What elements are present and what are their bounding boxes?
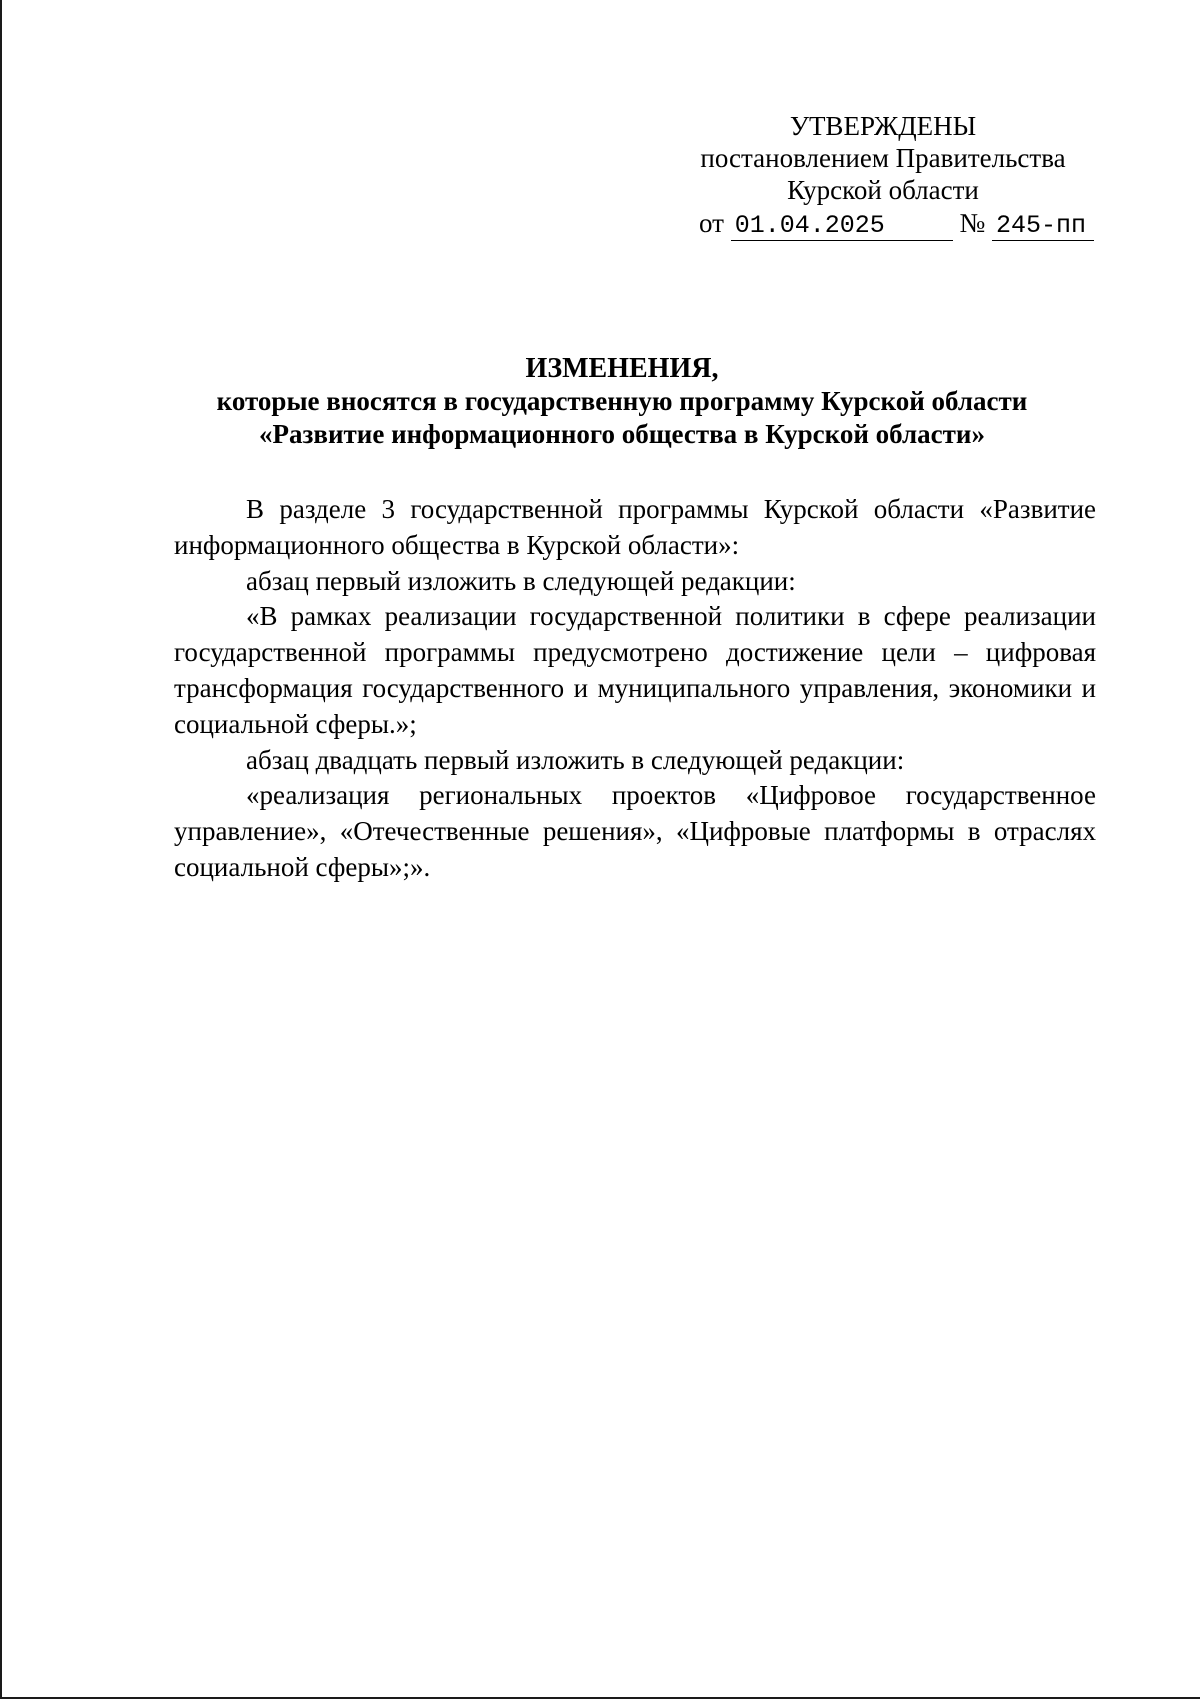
number-prefix: № <box>959 208 986 238</box>
scan-edge-left <box>0 0 2 1699</box>
title-subtitle-1: которые вносятся в государственную программу Курской области <box>216 386 1028 416</box>
document-body <box>174 492 1096 886</box>
date-prefix: от <box>699 208 724 238</box>
body-paragraph: В разделе 3 государственной программы Курской области «Развитие информационного общества в Курской области»: <box>174 494 1096 560</box>
approval-heading: УТВЕРЖДЕНЫ <box>789 111 977 141</box>
approval-number: 245-пп <box>992 212 1094 241</box>
body-paragraph: «В рамках реализации государственной политики в сфере реализации государственной программы предусмотрено достижение цели – цифровая трансформация государственного и муниципального управления, экономики и социальной сферы.»; <box>174 601 1096 739</box>
document-title <box>150 352 1094 451</box>
title-subtitle-2: «Развитие информационного общества в Курской области» <box>259 419 985 449</box>
approval-date: 01.04.2025 <box>731 212 953 241</box>
body-paragraph: абзац первый изложить в следующей редакции: <box>246 565 796 596</box>
approval-authority: постановлением Правительства <box>700 143 1066 173</box>
approval-dateline <box>672 207 1094 241</box>
approval-stamp <box>672 110 1094 241</box>
approval-region: Курской области <box>787 175 979 205</box>
title-main: ИЗМЕНЕНИЯ, <box>525 353 719 384</box>
body-paragraph: абзац двадцать первый изложить в следующей редакции: <box>246 744 905 775</box>
body-paragraph: «реализация региональных проектов «Цифровое государственное управление», «Отечественные решения», «Цифровые платформы в отраслях социальной сферы»;». <box>174 780 1096 882</box>
